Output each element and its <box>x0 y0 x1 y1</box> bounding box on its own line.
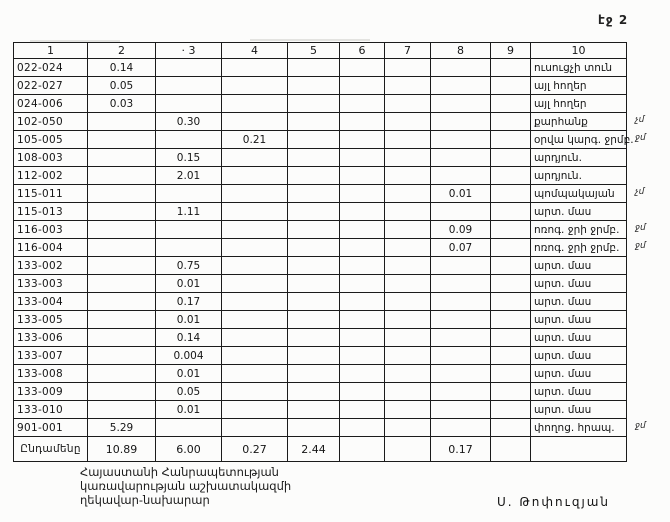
row-value-col7 <box>385 59 431 77</box>
table-body <box>14 59 646 462</box>
row-value-col4 <box>222 275 288 293</box>
row-value-col9 <box>491 383 531 401</box>
row-value-col8 <box>431 113 491 131</box>
row-label: արտ. մաս <box>531 293 627 311</box>
table-row <box>14 257 627 275</box>
footer-block <box>80 465 291 507</box>
row-code: 116-003 <box>14 221 88 239</box>
row-value-col7 <box>385 131 431 149</box>
column-header-2: 2 <box>88 43 156 59</box>
row-value-col5: 2.44 <box>288 437 340 462</box>
row-value-col6 <box>340 59 385 77</box>
row-value-col5 <box>288 185 340 203</box>
row-value-col2: 0.03 <box>88 95 156 113</box>
row-value-col4 <box>222 347 288 365</box>
row-value-col6 <box>340 257 385 275</box>
table-row <box>14 239 627 257</box>
row-value-col4 <box>222 221 288 239</box>
row-value-col5 <box>288 365 340 383</box>
row-value-col9 <box>491 293 531 311</box>
row-value-col6 <box>340 131 385 149</box>
row-code: 115-013 <box>14 203 88 221</box>
row-value-col8 <box>431 383 491 401</box>
column-header-4: 4 <box>222 43 288 59</box>
row-value-col9 <box>491 419 531 437</box>
row-label: այլ հողեր <box>531 77 627 95</box>
row-value-col5 <box>288 275 340 293</box>
row-value-col8: 0.09 <box>431 221 491 239</box>
row-value-col5 <box>288 257 340 275</box>
row-value-col6 <box>340 113 385 131</box>
row-value-col9 <box>491 131 531 149</box>
totals-row <box>14 437 627 462</box>
row-value-col7 <box>385 203 431 221</box>
row-value-col7 <box>385 113 431 131</box>
row-value-col7 <box>385 239 431 257</box>
row-value-col9 <box>491 275 531 293</box>
row-value-col6 <box>340 293 385 311</box>
footer-org-line: ղեկավար-նախարար <box>80 493 210 507</box>
row-value-col5 <box>288 203 340 221</box>
row-value-col7 <box>385 149 431 167</box>
row-value-col5 <box>288 383 340 401</box>
row-label: ոռոգ. ջրի ջրմբ. ջմ <box>531 239 627 257</box>
row-value-col9 <box>491 203 531 221</box>
row-code: 133-010 <box>14 401 88 419</box>
row-value-col5 <box>288 419 340 437</box>
row-value-col5 <box>288 293 340 311</box>
row-value-col3: 0.75 <box>156 257 222 275</box>
row-label: արտ. մաս <box>531 329 627 347</box>
column-header-10: 10 <box>531 43 627 59</box>
row-value-col5 <box>288 113 340 131</box>
row-value-col9 <box>491 401 531 419</box>
row-value-col3: 0.01 <box>156 311 222 329</box>
table-row <box>14 221 627 239</box>
row-value-col4 <box>222 59 288 77</box>
row-value-col4 <box>222 167 288 185</box>
row-label: արտ. մաս <box>531 347 627 365</box>
row-label: ուսուցչի տուն <box>531 59 627 77</box>
row-value-col3 <box>156 77 222 95</box>
row-value-col7 <box>385 221 431 239</box>
row-value-col2 <box>88 347 156 365</box>
row-code: 024-006 <box>14 95 88 113</box>
row-value-col3: 0.30 <box>156 113 222 131</box>
row-value-col4 <box>222 149 288 167</box>
row-value-col3 <box>156 131 222 149</box>
row-code: 022-027 <box>14 77 88 95</box>
row-value-col4 <box>222 293 288 311</box>
scan-artifact <box>30 40 120 42</box>
row-value-col4 <box>222 329 288 347</box>
row-value-col8 <box>431 311 491 329</box>
row-value-col9 <box>491 77 531 95</box>
row-value-col3: 2.01 <box>156 167 222 185</box>
row-value-col4: 0.27 <box>222 437 288 462</box>
row-value-col7 <box>385 401 431 419</box>
row-value-col5 <box>288 95 340 113</box>
table-row <box>14 311 627 329</box>
row-value-col8 <box>431 203 491 221</box>
row-value-col4 <box>222 257 288 275</box>
table-row <box>14 149 627 167</box>
total-label: Ընդամենը <box>14 437 88 462</box>
row-value-col2 <box>88 239 156 257</box>
signature-name: Ս. Թոփուզյան <box>497 495 611 509</box>
column-header-1: 1 <box>14 43 88 59</box>
row-value-col8 <box>431 329 491 347</box>
row-value-col5 <box>288 311 340 329</box>
margin-note: ջմ <box>635 241 646 251</box>
row-label: արտ. մաս <box>531 401 627 419</box>
row-label: օրվա կարգ. ջրմբ. ջմ <box>531 131 627 149</box>
row-value-col8 <box>431 149 491 167</box>
row-value-col5 <box>288 149 340 167</box>
row-value-col7 <box>385 365 431 383</box>
row-label: արտ. մաս <box>531 311 627 329</box>
row-value-col9 <box>491 365 531 383</box>
row-value-col5 <box>288 59 340 77</box>
row-value-col8 <box>431 347 491 365</box>
row-code: 102-050 <box>14 113 88 131</box>
row-code: 133-004 <box>14 293 88 311</box>
row-value-col3 <box>156 59 222 77</box>
row-value-col8 <box>431 401 491 419</box>
page-number: էջ 2 <box>598 13 629 27</box>
table-row <box>14 113 627 131</box>
row-value-col2 <box>88 275 156 293</box>
row-value-col9 <box>491 311 531 329</box>
row-value-col6 <box>340 419 385 437</box>
row-value-col4 <box>222 383 288 401</box>
row-value-col2 <box>88 221 156 239</box>
margin-note: չմ <box>635 115 645 125</box>
margin-note: չմ <box>635 187 645 197</box>
row-value-col3: 0.01 <box>156 401 222 419</box>
row-value-col7 <box>385 257 431 275</box>
table-row <box>14 365 627 383</box>
row-value-col4 <box>222 311 288 329</box>
table-row <box>14 185 627 203</box>
row-value-col7 <box>385 347 431 365</box>
table-row <box>14 77 627 95</box>
land-table <box>13 42 646 462</box>
row-value-col2 <box>88 113 156 131</box>
row-value-col2 <box>88 329 156 347</box>
row-value-col2 <box>88 131 156 149</box>
row-value-col3: 0.01 <box>156 275 222 293</box>
row-value-col6 <box>340 149 385 167</box>
row-value-col9 <box>491 149 531 167</box>
column-header-7: 7 <box>385 43 431 59</box>
row-code: 115-011 <box>14 185 88 203</box>
row-value-col7 <box>385 185 431 203</box>
row-value-col8 <box>431 95 491 113</box>
row-value-col2 <box>88 167 156 185</box>
scan-artifact <box>250 39 370 41</box>
row-label: արտ. մաս <box>531 203 627 221</box>
footer-org-line: Հայաստանի Հանրապետության <box>80 465 279 479</box>
row-value-col2: 0.14 <box>88 59 156 77</box>
row-label: քարհանք չմ <box>531 113 627 131</box>
row-value-col9 <box>491 257 531 275</box>
row-value-col2 <box>88 185 156 203</box>
row-value-col5 <box>288 401 340 419</box>
row-code: 116-004 <box>14 239 88 257</box>
row-value-col7 <box>385 329 431 347</box>
row-value-col8 <box>431 293 491 311</box>
row-value-col6 <box>340 275 385 293</box>
row-value-col7 <box>385 95 431 113</box>
row-code: 022-024 <box>14 59 88 77</box>
row-value-col2: 0.05 <box>88 77 156 95</box>
row-value-col4: 0.21 <box>222 131 288 149</box>
row-value-col7 <box>385 383 431 401</box>
row-value-col4 <box>222 365 288 383</box>
row-code: 133-006 <box>14 329 88 347</box>
table-row <box>14 167 627 185</box>
row-value-col5 <box>288 329 340 347</box>
row-label: փողոց. հրապ. ջմ <box>531 419 627 437</box>
row-value-col4 <box>222 113 288 131</box>
row-value-col4 <box>222 239 288 257</box>
row-value-col6 <box>340 329 385 347</box>
row-value-col3: 0.14 <box>156 329 222 347</box>
row-value-col6 <box>340 383 385 401</box>
table-row <box>14 59 627 77</box>
row-value-col8 <box>431 275 491 293</box>
row-value-col6 <box>340 185 385 203</box>
header-row <box>14 43 627 59</box>
row-value-col6 <box>340 167 385 185</box>
row-code: 133-002 <box>14 257 88 275</box>
table-row <box>14 293 627 311</box>
row-value-col2: 10.89 <box>88 437 156 462</box>
row-value-col9 <box>491 239 531 257</box>
table-row <box>14 203 627 221</box>
column-header-3: · 3 <box>156 43 222 59</box>
row-value-col9 <box>491 185 531 203</box>
row-value-col3: 1.11 <box>156 203 222 221</box>
row-value-col9 <box>491 329 531 347</box>
row-label: այլ հողեր <box>531 95 627 113</box>
row-value-col6 <box>340 239 385 257</box>
row-value-col6 <box>340 77 385 95</box>
table-row <box>14 347 627 365</box>
row-value-col4 <box>222 77 288 95</box>
row-value-col2 <box>88 293 156 311</box>
row-code: 112-002 <box>14 167 88 185</box>
row-value-col6 <box>340 437 385 462</box>
row-value-col8 <box>431 59 491 77</box>
column-header-5: 5 <box>288 43 340 59</box>
margin-note: ջմ <box>635 223 646 233</box>
row-value-col3: 0.05 <box>156 383 222 401</box>
row-label: արտ. մաս <box>531 257 627 275</box>
row-value-col2 <box>88 311 156 329</box>
footer-org-line: կառավարության աշխատակազմի <box>80 479 292 493</box>
column-header-8: 8 <box>431 43 491 59</box>
row-value-col4 <box>222 419 288 437</box>
row-value-col8 <box>431 257 491 275</box>
row-code: 133-009 <box>14 383 88 401</box>
row-value-col7 <box>385 311 431 329</box>
row-label: արդյուն. <box>531 167 627 185</box>
row-value-col3 <box>156 185 222 203</box>
row-value-col9 <box>491 113 531 131</box>
row-value-col9 <box>491 167 531 185</box>
margin-note: ջմ <box>635 133 646 143</box>
row-value-col8: 0.01 <box>431 185 491 203</box>
row-value-col6 <box>340 401 385 419</box>
row-value-col3 <box>156 239 222 257</box>
row-value-col9 <box>491 221 531 239</box>
table-row <box>14 383 627 401</box>
table-row <box>14 275 627 293</box>
row-value-col9 <box>491 59 531 77</box>
row-label: արտ. մաս <box>531 383 627 401</box>
table-row <box>14 95 627 113</box>
row-value-col8 <box>431 419 491 437</box>
row-value-col2 <box>88 149 156 167</box>
row-value-col6 <box>340 95 385 113</box>
row-value-col8 <box>431 167 491 185</box>
table-row <box>14 329 627 347</box>
row-value-col2 <box>88 365 156 383</box>
land-table-wrap <box>13 42 646 462</box>
row-value-col7 <box>385 77 431 95</box>
row-value-col8: 0.07 <box>431 239 491 257</box>
row-value-col3: 0.17 <box>156 293 222 311</box>
column-header-6: 6 <box>340 43 385 59</box>
row-code: 133-007 <box>14 347 88 365</box>
row-value-col7 <box>385 293 431 311</box>
row-value-col8 <box>431 131 491 149</box>
row-value-col4 <box>222 95 288 113</box>
row-value-col5 <box>288 167 340 185</box>
row-value-col3: 0.004 <box>156 347 222 365</box>
row-value-col6 <box>340 347 385 365</box>
row-value-col3: 0.15 <box>156 149 222 167</box>
row-value-col9 <box>491 437 531 462</box>
row-value-col9 <box>491 95 531 113</box>
row-label <box>531 437 627 462</box>
row-value-col7 <box>385 275 431 293</box>
row-label: արդյուն. <box>531 149 627 167</box>
row-value-col4 <box>222 401 288 419</box>
row-value-col8 <box>431 77 491 95</box>
row-value-col3: 6.00 <box>156 437 222 462</box>
row-value-col5 <box>288 131 340 149</box>
row-value-col6 <box>340 221 385 239</box>
row-value-col7 <box>385 167 431 185</box>
row-value-col8: 0.17 <box>431 437 491 462</box>
row-label: արտ. մաս <box>531 275 627 293</box>
margin-note: ջմ <box>635 421 646 431</box>
row-value-col5 <box>288 239 340 257</box>
row-code: 105-005 <box>14 131 88 149</box>
row-value-col5 <box>288 221 340 239</box>
row-label: ոռոգ. ջրի ջրմբ. ջմ <box>531 221 627 239</box>
row-value-col7 <box>385 437 431 462</box>
row-code: 133-005 <box>14 311 88 329</box>
row-code: 901-001 <box>14 419 88 437</box>
row-value-col3 <box>156 419 222 437</box>
row-value-col3 <box>156 221 222 239</box>
row-value-col6 <box>340 365 385 383</box>
table-row <box>14 401 627 419</box>
row-value-col5 <box>288 347 340 365</box>
row-value-col7 <box>385 419 431 437</box>
row-label: արտ. մաս <box>531 365 627 383</box>
row-value-col3: 0.01 <box>156 365 222 383</box>
row-code: 133-003 <box>14 275 88 293</box>
row-value-col2 <box>88 383 156 401</box>
row-code: 108-003 <box>14 149 88 167</box>
row-value-col5 <box>288 77 340 95</box>
row-value-col6 <box>340 203 385 221</box>
table-row <box>14 131 627 149</box>
row-value-col2 <box>88 203 156 221</box>
row-label: պոմպակայան չմ <box>531 185 627 203</box>
table-row <box>14 419 627 437</box>
row-value-col2: 5.29 <box>88 419 156 437</box>
row-value-col6 <box>340 311 385 329</box>
column-header-9: 9 <box>491 43 531 59</box>
row-value-col3 <box>156 95 222 113</box>
row-value-col8 <box>431 365 491 383</box>
row-value-col4 <box>222 203 288 221</box>
row-value-col2 <box>88 257 156 275</box>
row-value-col9 <box>491 347 531 365</box>
row-code: 133-008 <box>14 365 88 383</box>
row-value-col4 <box>222 185 288 203</box>
row-value-col2 <box>88 401 156 419</box>
